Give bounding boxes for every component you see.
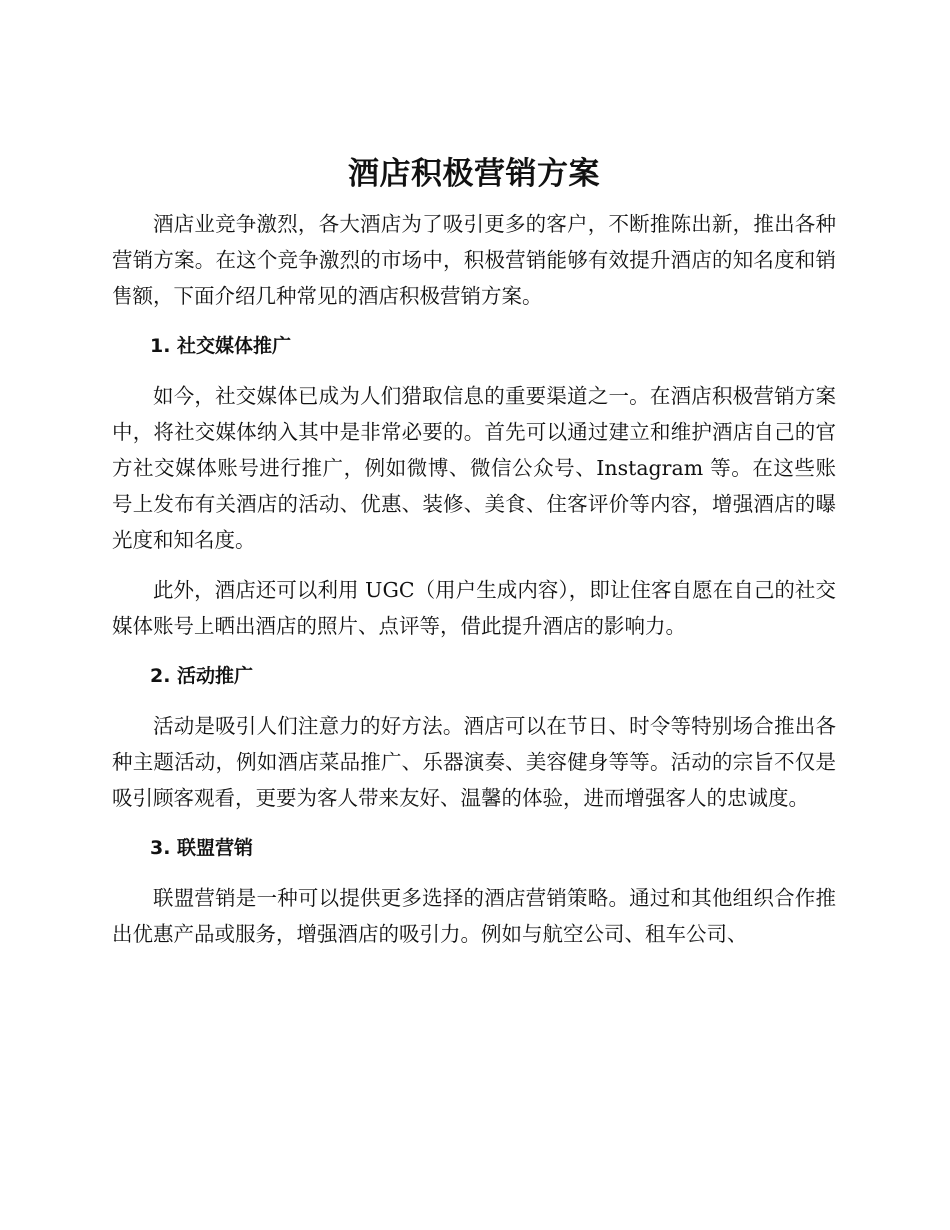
social-media-paragraph-1: 如今，社交媒体已成为人们猎取信息的重要渠道之一。在酒店积极营销方案中，将社交媒体纳入其中是非常必要的。首先可以通过建立和维护酒店自己的官方社交媒体账号进行推广，例如微博、微信公众号、Instagram 等。在这些账号上发布有关酒店的活动、优惠、装修、美食、住客评价等内容，增强酒店的曝光度和知名度。 (112, 384, 836, 552)
document-page (112, 148, 836, 966)
alliance-paragraph-1: 联盟营销是一种可以提供更多选择的酒店营销策略。通过和其他组织合作推出优惠产品或服务，增强酒店的吸引力。例如与航空公司、租车公司、 (112, 886, 836, 946)
intro-paragraph: 酒店业竞争激烈，各大酒店为了吸引更多的客户，不断推陈出新，推出各种营销方案。在这个竞争激烈的市场中，积极营销能够有效提升酒店的知名度和销售额，下面介绍几种常见的酒店积极营销方案。 (112, 212, 836, 308)
social-media-paragraph-2: 此外，酒店还可以利用 UGC（用户生成内容），即让住客自愿在自己的社交媒体账号上晒出酒店的照片、点评等，借此提升酒店的影响力。 (112, 578, 836, 638)
section-heading-alliance: 3. 联盟营销 (150, 837, 254, 859)
events-paragraph-1: 活动是吸引人们注意力的好方法。酒店可以在节日、时令等特别场合推出各种主题活动，例如酒店菜品推广、乐器演奏、美容健身等等。活动的宗旨不仅是吸引顾客观看，更要为客人带来友好、温馨的体验，进而增强客人的忠诚度。 (112, 714, 836, 810)
section-heading-social-media: 1. 社交媒体推广 (150, 335, 292, 357)
section-heading-events: 2. 活动推广 (150, 665, 254, 687)
document-title: 酒店积极营销方案 (348, 156, 600, 192)
